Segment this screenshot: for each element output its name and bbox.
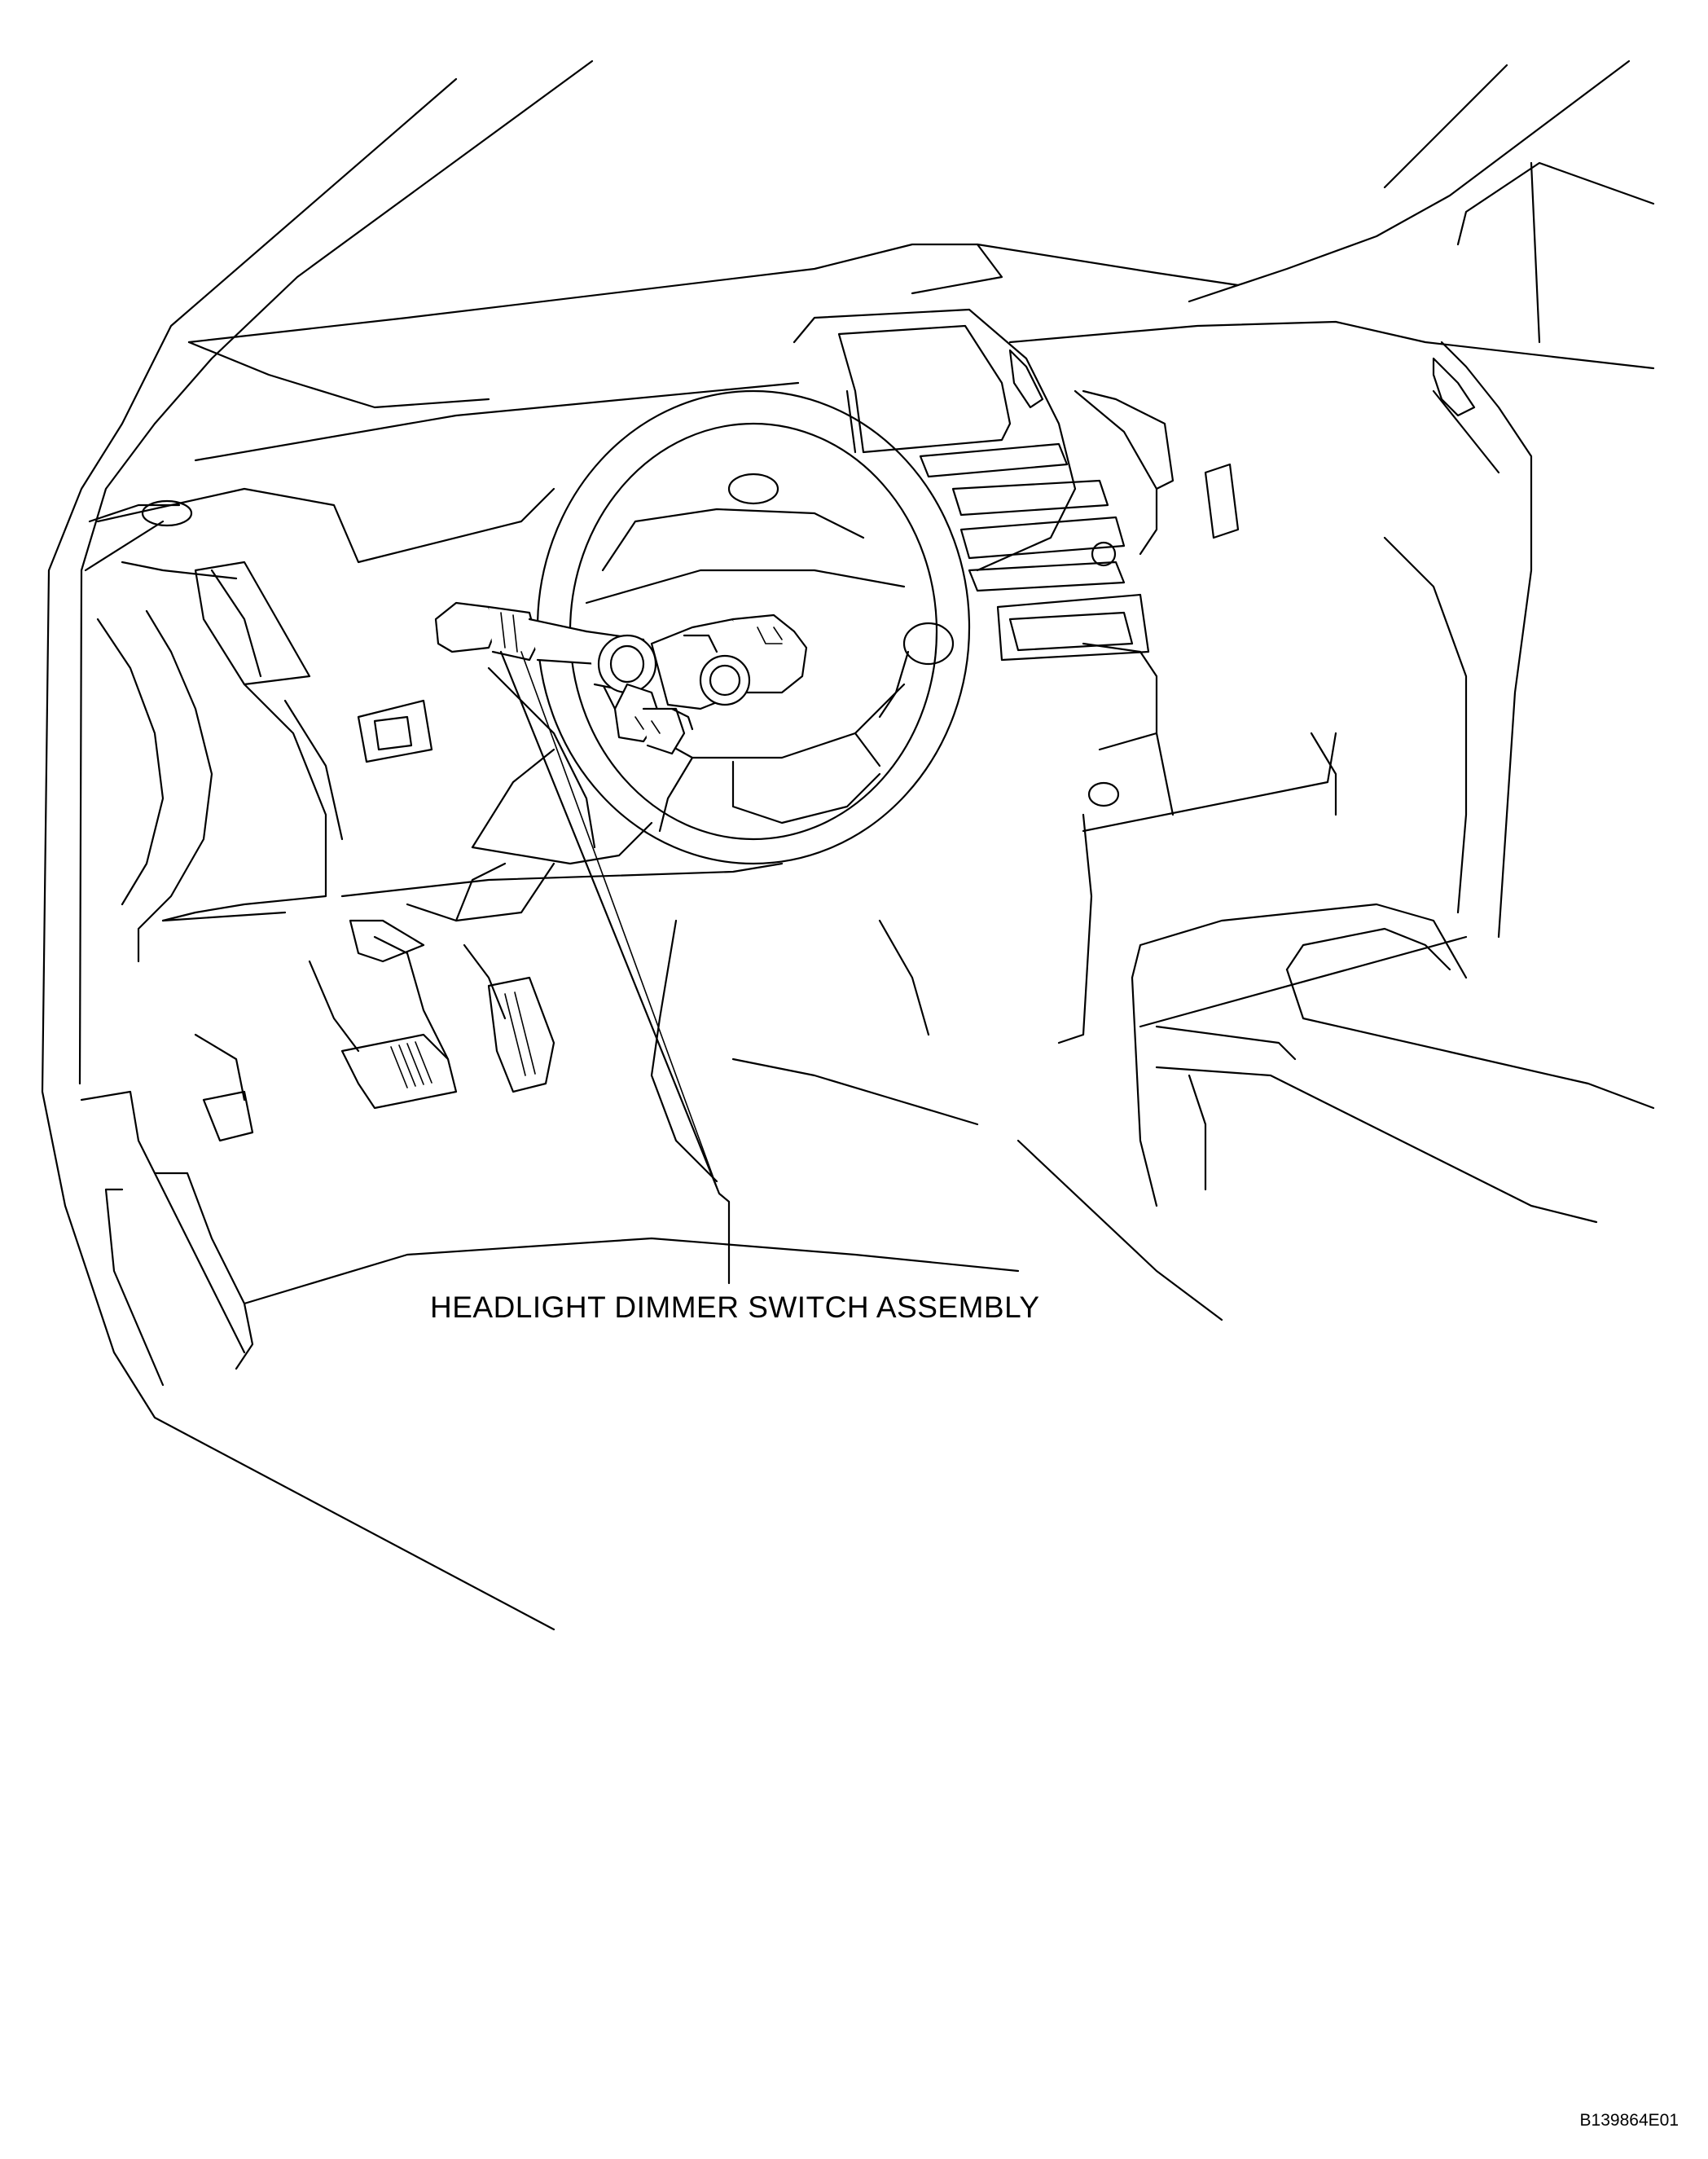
windshield-frame — [42, 61, 1653, 1629]
passenger-seat — [1132, 904, 1653, 1222]
steering-column-cover — [350, 668, 652, 961]
headlight-dimmer-switch-assembly — [436, 603, 806, 754]
callout-label: HEADLIGHT DIMMER SWITCH ASSEMBLY — [430, 1291, 1040, 1324]
figure-reference-id: B139864E01 — [1579, 2111, 1679, 2130]
door-sill — [81, 1092, 252, 1385]
center-console — [794, 310, 1336, 1043]
callout-leader-line — [501, 652, 729, 1283]
pedals-and-floor — [195, 921, 1222, 1320]
dashboard — [86, 244, 1653, 937]
